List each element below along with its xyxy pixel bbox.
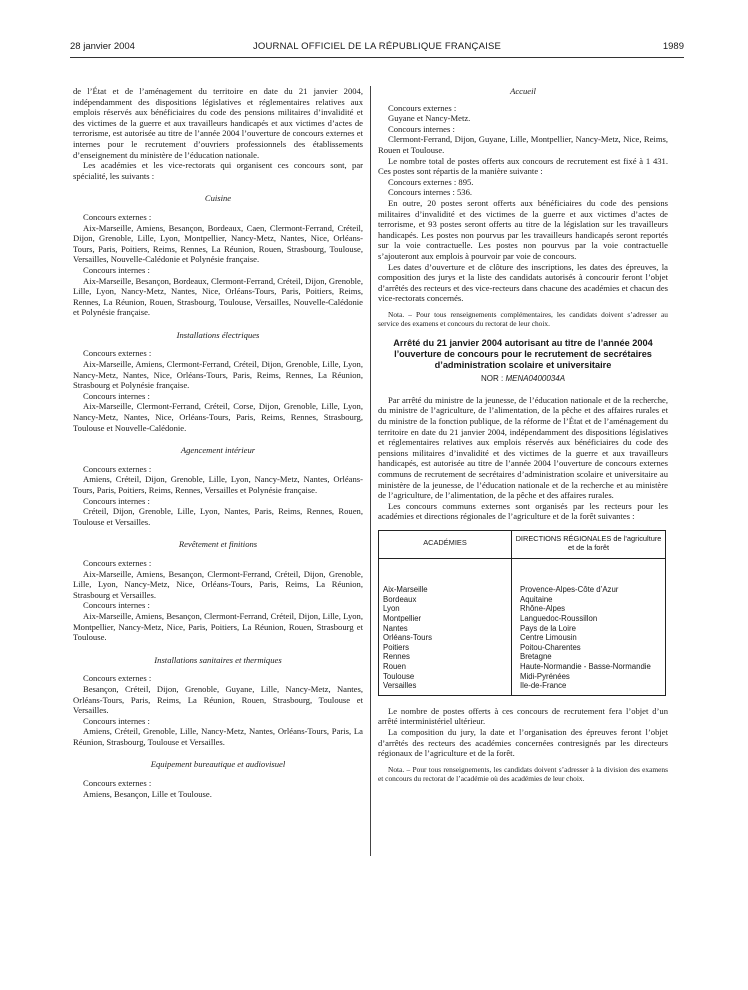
postes-external: Concours externes : 895.: [388, 176, 474, 187]
internal-label: Concours internes :: [83, 390, 150, 401]
table-row: Versailles: [383, 681, 417, 691]
external-list: Amiens, Besançon, Lille et Toulouse.: [83, 788, 212, 799]
section-title: Accueil: [510, 86, 536, 96]
table-row: Provence-Alpes-Côte d’Azur: [520, 585, 619, 595]
arrete-body-2: Les concours communs externes sont organisés par les recteurs pour les académies et directions régionales de l’agriculture et de la forêt suivantes :: [378, 500, 668, 522]
table-row: Rennes: [383, 652, 410, 662]
table-row: Montpellier: [383, 613, 422, 623]
external-label: Concours externes :: [83, 463, 152, 474]
table-row: Toulouse: [383, 671, 415, 681]
internal-label: Concours internes :: [83, 264, 150, 275]
table-row: Aix-Marseille: [383, 585, 428, 595]
arrete-body: Par arrêté du ministre de la jeunesse, de l’éducation nationale et de la recherche, du ministre de l’agriculture, de l’alimentation, de la pêche et des affaires rurales et du ministre de la fonction publique, de la réforme de l’État et de l’aménagement du territoire en date du 21 janvier 2004, indépendamment des dispositions législatives et réglementaires relatives aux emplois réservés aux bénéficiaires du code des pensions militaires d’invalidité et des victimes de la guerre et aux travailleurs handicapés, est autorisée au titre de l’année 2004 l’ouverture de concours externes communs de recrutement de secrétaires d’administration scolaire et universitaire au ministère de la jeunesse, de l’éducation nationale et de la recherche et au ministère de l’agriculture, de l’alimentation, de la pêche et des affaires rurales.: [378, 394, 668, 501]
section-installations-sanitaires: [73, 655, 363, 748]
table-row: Languedoc-Roussillon: [520, 613, 598, 623]
academies-cell: [379, 559, 512, 696]
section-title: Equipement bureautique et audiovisuel: [150, 759, 286, 770]
section-equipement-bureautique: [73, 759, 363, 799]
header-rule: [70, 57, 684, 58]
section-installations-electriques: [73, 330, 363, 433]
column-divider: [370, 86, 371, 856]
internal-label: Concours internes :: [83, 600, 150, 611]
internal-label: Concours internes :: [83, 495, 150, 506]
nor-reference: [378, 374, 668, 385]
external-list: Aix-Marseille, Amiens, Besançon, Clermont-Ferrand, Créteil, Dijon, Grenoble, Lille, Lyon, Nancy-Metz, Nice, Orléans-Tours, Paris, Reims, La Réunion, Strasbourg et Versailles.: [73, 568, 363, 600]
external-list: Besançon, Créteil, Dijon, Grenoble, Guyane, Lille, Nancy-Metz, Nantes, Orléans-Tours, Paris, Reims, La Réunion, Rouen, Strasbourg, Toulouse et Versailles.: [73, 683, 363, 716]
column-header-academies: ACADÉMIES: [379, 531, 512, 559]
external-label: Concours externes :: [83, 673, 152, 684]
handicap-paragraph: En outre, 20 postes seront offerts aux bénéficiaires du code des pensions militaires d’invalidité et des victimes de la guerre et aux victimes d’actes de terrorisme, et 93 postes seront offerts au titre de la législation sur les travailleurs handicapés. Les postes non pourvus par les travailleurs handicapés seront reportés sur la voie contractuelle. Les postes non pourvus par la voie contractuelle s’ajouteront aux emplois à pourvoir par voie de concours.: [378, 197, 668, 261]
internal-list: Amiens, Créteil, Grenoble, Lille, Nancy-Metz, Nantes, Orléans-Tours, Paris, La Réunion, Strasbourg, Toulouse et Versailles.: [73, 726, 363, 747]
external-label: Concours externes :: [83, 348, 152, 359]
intro-paragraph-2: Les académies et les vice-rectorats qui organisent ces concours sont, par spécialité, les suivants :: [73, 160, 363, 181]
table-row: Bretagne: [520, 652, 552, 662]
section-agencement-interieur: [73, 445, 363, 527]
table-row: Aquitaine: [520, 594, 553, 604]
internal-label: Concours internes :: [83, 715, 150, 726]
table-row: Poitiers: [383, 642, 409, 652]
intro-paragraph: de l’État et de l’aménagement du territoire en date du 21 janvier 2004, indépendamment des dispositions législatives et réglementaires relatives aux emplois réservés aux bénéficiaires du code des pensions militaires d’invalidité et des victimes de la guerre et aux travailleurs handicapés et aux victimes d’actes de terrorisme, est autorisée au titre de l’année 2004 l’ouverture de concours externes et internes pour le recrutement d’ouvriers professionnels des établissements d’enseignement du ministère de l’éducation nationale.: [73, 86, 363, 160]
section-accueil: [378, 86, 668, 156]
section-title: Agencement intérieur: [180, 445, 256, 456]
column-header-directions: DIRECTIONS RÉGIONALES de l’agriculture et de la forêt: [512, 531, 666, 559]
internal-list: Aix-Marseille, Besançon, Bordeaux, Clermont-Ferrand, Créteil, Dijon, Grenoble, Lille, Lyon, Nancy-Metz, Nantes, Nice, Orléans-Tours, Paris, Poitiers, Reims, Rennes, La Réunion, Rouen, Strasbourg, Toulouse, Versailles, Nouvelle-Calédonie et Polynésie française.: [73, 275, 363, 318]
external-list: Aix-Marseille, Amiens, Besançon, Bordeaux, Caen, Clermont-Ferrand, Créteil, Dijon, Grenoble, Lille, Lyon, Montpellier, Nancy-Metz, Nantes, Nice, Orléans-Tours, Paris, Poitiers, Reims, Rennes, La Réunion, Rouen, Strasbourg, Toulouse, Versailles, Nouvelle-Calédonie et Polynésie française.: [73, 222, 363, 265]
internal-list: Clermont-Ferrand, Dijon, Guyane, Lille, Montpellier, Nancy-Metz, Nice, Reims, Rouen et Toulouse.: [378, 134, 668, 155]
external-list: Guyane et Nancy-Metz.: [388, 113, 471, 124]
academies-table: [378, 530, 666, 696]
table-row: Bordeaux: [383, 594, 417, 604]
external-label: Concours externes :: [83, 778, 152, 789]
internal-list: Aix-Marseille, Amiens, Besançon, Clermont-Ferrand, Créteil, Dijon, Lille, Lyon, Montpellier, Nancy-Metz, Nice, Paris, Poitiers, La Réunion, Rouen, Strasbourg et Toulouse.: [73, 610, 363, 643]
postes-paragraph: Le nombre total de postes offerts aux concours de recrutement est fixé à 1 431. Ces postes sont répartis de la manière suivante :: [378, 155, 668, 177]
journal-title: JOURNAL OFFICIEL DE LA RÉPUBLIQUE FRANÇAISE: [252, 41, 502, 52]
table-row: Nantes: [383, 623, 408, 633]
section-title: Installations sanitaires et thermiques: [154, 654, 282, 665]
header-date: 28 janvier 2004: [70, 41, 135, 52]
nor-code: MENA0400034A: [505, 374, 566, 384]
external-label: Concours externes :: [388, 102, 457, 113]
right-column: [378, 86, 668, 783]
section-title: Revêtement et finitions: [178, 539, 258, 550]
arrete-title: Arrêté du 21 janvier 2004 autorisant au titre de l’année 2004 l’ouverture de concours pour le recrutement de secrétaires d’administration scolaire et universitaire: [393, 338, 653, 371]
section-title: Cuisine: [204, 193, 232, 204]
table-row: Midi-Pyrénées: [520, 671, 570, 681]
page-header: [70, 41, 684, 55]
nor-label: NOR :: [480, 374, 504, 384]
external-label: Concours externes :: [83, 557, 152, 568]
section-cuisine: [73, 193, 363, 318]
internal-list: Créteil, Dijon, Grenoble, Lille, Lyon, Nantes, Paris, Reims, Rennes, Rouen, Toulouse et Versailles.: [73, 506, 363, 527]
postes-internal: Concours internes : 536.: [388, 187, 473, 198]
composition-paragraph: La composition du jury, la date et l’organisation des épreuves feront l’objet d’arrêtés des recteurs des académies concernées contresignés par les directeurs régionaux de l’agriculture et de la forêt.: [378, 726, 668, 759]
internal-list: Aix-Marseille, Clermont-Ferrand, Créteil, Corse, Dijon, Grenoble, Lille, Lyon, Nancy-Metz, Nantes, Nice, Orléans-Tours, Paris, Reims, Rennes, Strasbourg, Toulouse et Nouvelle-Calédonie.: [73, 401, 363, 433]
table-row: Pays de la Loire: [520, 623, 576, 633]
table-row: Ile-de-France: [520, 681, 567, 691]
dates-paragraph: Les dates d’ouverture et de clôture des inscriptions, les dates des épreuves, la composition des jurys et la liste des candidats autorisés à concourir feront l’objet d’arrêtés des recteurs et des vice-recteurs dans chacune des académies et chacun des vice-rectorats concernés.: [378, 261, 668, 304]
table-row: Centre Limousin: [520, 633, 577, 643]
external-list: Aix-Marseille, Amiens, Clermont-Ferrand, Créteil, Dijon, Grenoble, Lille, Lyon, Nancy-Metz, Nantes, Nice, Orléans-Tours, Paris, Reims, Rennes, La Réunion, Strasbourg et Polynésie française.: [73, 359, 363, 391]
table-row: Haute-Normandie - Basse-Normandie: [520, 661, 651, 671]
section-revetement-finitions: [73, 539, 363, 642]
internal-label: Concours internes :: [388, 123, 455, 134]
external-label: Concours externes :: [83, 211, 152, 222]
table-row: Rouen: [383, 661, 406, 671]
external-list: Amiens, Créteil, Dijon, Grenoble, Lille, Lyon, Nancy-Metz, Nantes, Orléans-Tours, Paris, Poitiers, Reims, Rennes, Versailles et Polynésie française.: [73, 474, 363, 495]
page-number: 1989: [662, 41, 684, 52]
directions-cell: [512, 559, 666, 696]
nombre-paragraph: Le nombre de postes offerts à ces concours de recrutement fera l’objet d’un arrêté interministériel ultérieur.: [378, 705, 668, 727]
section-title: Installations électriques: [176, 329, 260, 340]
table-row: Lyon: [383, 604, 400, 614]
nota-1: Nota. – Pour tous renseignements complémentaires, les candidats doivent s’adresser au service des examens et concours du rectorat de leur choix.: [378, 309, 668, 329]
table-row: Orléans-Tours: [383, 633, 432, 643]
table-row: Poitou-Charentes: [520, 642, 581, 652]
left-column: [73, 86, 363, 799]
nota-2: Nota. – Pour tous renseignements, les candidats doivent s’adresser à la division des examens et concours du rectorat de l’académie où des académies de leur choix.: [378, 764, 668, 783]
table-row: Rhône-Alpes: [520, 604, 566, 614]
